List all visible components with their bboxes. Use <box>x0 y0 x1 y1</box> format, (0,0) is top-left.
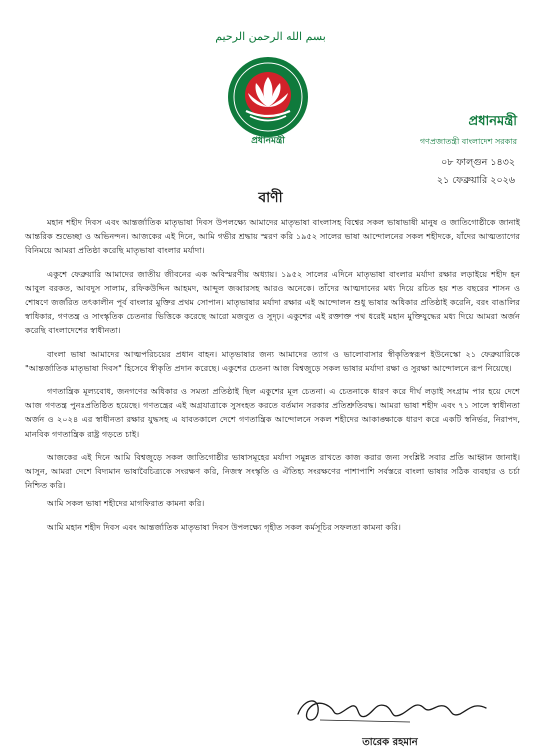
signatory-name: তারেক রহমান <box>362 737 418 748</box>
pm-title: প্রধানমন্ত্রী <box>468 114 517 129</box>
government-name: গণপ্রজাতন্ত্রী বাংলাদেশ সরকার <box>419 137 517 146</box>
message-title: বাণী <box>258 190 283 206</box>
paragraph-1: মহান শহীদ দিবস এবং আন্তর্জাতিক মাতৃভাষা দিবস উপলক্ষ্যে আমাদের মাতৃভাষা বাংলাসহ বিশ্বের সকল ভাষাভাষী মানুষ ও জাতিগোষ্ঠীকে জানাই আন্তরিক শুভেচ্ছা ও অভিনন্দন। আজকের এই দিনে, আমি গভীর শ্রদ্ধায় স্মরণ করি ১৯৫২ সালের ভাষা আন্দোলনের সকল শহীদকে, যাঁদের আত্মত্যাগের বিনিময়ে আমরা প্রতিষ্ঠা করেছি মাতৃভাষা বাংলার মর্যাদা। <box>25 217 520 256</box>
bismillah-calligraphy: بسم الله الرحمن الرحيم <box>215 30 326 43</box>
date-gregorian: ২১ ফেব্রুয়ারি ২০২৬ <box>436 175 515 186</box>
government-emblem-icon <box>226 55 310 145</box>
paragraph-7: আমি মহান শহীদ দিবস এবং আন্তর্জাতিক মাতৃভাষা দিবস উপলক্ষ্যে গৃহীত সকল কর্মসূচির সফলতা কামনা করি। <box>47 521 401 532</box>
handwritten-signature <box>290 690 500 730</box>
date-block <box>437 154 515 190</box>
emblem-caption: প্রধানমন্ত্রী <box>251 136 285 145</box>
message-body <box>25 215 520 543</box>
paragraph-5: আজকের এই দিনে আমি বিশ্বজুড়ে সকল জাতিগোষ্ঠীর ভাষাসমূহের মর্যাদা সমুন্নত রাখতে কাজ করার জন্য সংশ্লিষ্ট সবার প্রতি আহ্বান জানাই। আসুন, আমরা দেশে বিদ্যমান ভাষাবৈচিত্র্যকে সংরক্ষণ করি, নিজস্ব সংস্কৃতি ও ঐতিহ্য সংরক্ষণের পাশাপাশি সর্বস্তরে বাংলা ভাষার সঠিক ব্যবহার ও চর্চা নিশ্চিত করি। <box>25 451 520 491</box>
paragraph-3: বাংলা ভাষা আমাদের আত্মপরিচয়ের প্রধান বাহন। মাতৃভাষার জন্য আমাদের ত্যাগ ও ভালোবাসার স্বীকৃতিস্বরূপ ইউনেস্কো ২১ ফেব্রুয়ারিকে "আন্তর্জাতিক মাতৃভাষা দিবস" হিসেবে স্বীকৃতি প্রদান করেছে। একুশের চেতনা আজ বিশ্বজুড়ে সকল ভাষার মর্যাদা রক্ষা ও সুরক্ষা আন্দোলনে রূপ নিয়েছে। <box>25 348 520 373</box>
paragraph-6: আমি সকল ভাষা শহীদের মাগফিরাত কামনা করি। <box>47 498 205 509</box>
office-header <box>420 112 517 149</box>
paragraph-4: গণতান্ত্রিক মূল্যবোধ, জনগণের অধিকার ও সমতা প্রতিষ্ঠাই ছিল একুশের মূল চেতনা। এ চেতনাকে ধারণ করে দীর্ঘ লড়াই সংগ্রাম পার হয়ে দেশে আজ গণতন্ত্র পুনঃপ্রতিষ্ঠিত হয়েছে। গণতন্ত্রের এই অগ্রযাত্রাকে সুসংহত করতে বর্তমান সরকার প্রতিশ্রুতিবদ্ধ। আমরা ভাষা শহীদ এবং ৭১ সালে স্বাধীনতা অর্জন ও ২০২৪ এর স্বাধীনতা রক্ষার যুদ্ধসহ এ যাবতকালে দেশে গণতান্ত্রিক আন্দোলনে সকল শহীদের আকাঙ্ক্ষাকে ধারণ করে একটি স্বনির্ভর, নিরাপদ, মানবিক গণতান্ত্রিক রাষ্ট্র গড়তে চাই। <box>25 386 520 439</box>
paragraph-2: একুশে ফেব্রুয়ারি আমাদের জাতীয় জীবনের এক অবিস্মরণীয় অধ্যায়। ১৯৫২ সালের এদিনে মাতৃভাষা বাংলার মর্যাদা রক্ষার লড়াইয়ে শহীদ হন আবুল বরকত, আবদুস সালাম, রফিকউদ্দিন আহমদ, আব্দুল জব্বারসহ আরও অনেকে। তাঁদের আত্মদানের মধ্য দিয়ে রচিত হয় শত বছরের শাসন ও শোষণে জর্জরিত তৎকালীন পূর্ব বাংলার মুক্তির প্রথম সোপান। মাতৃভাষার মর্যাদা রক্ষার এই আন্দোলন শুধু ভাষার অধিকার প্রতিষ্ঠাই করেনি, বরং বাঙালির স্বাধিকার, গণতন্ত্র ও সাংস্কৃতিক চেতনার ভিত্তিকে করেছে আরো মজবুত ও সুদৃঢ়। একুশের এই রক্তাক্ত পথ ধরেই মহান মুক্তিযুদ্ধের মধ্য দিয়ে আমরা অর্জন করেছি বাংলাদেশের স্বাধীনতা। <box>25 268 520 336</box>
date-bangla: ০৮ ফাল্গুন ১৪৩২ <box>441 157 515 168</box>
